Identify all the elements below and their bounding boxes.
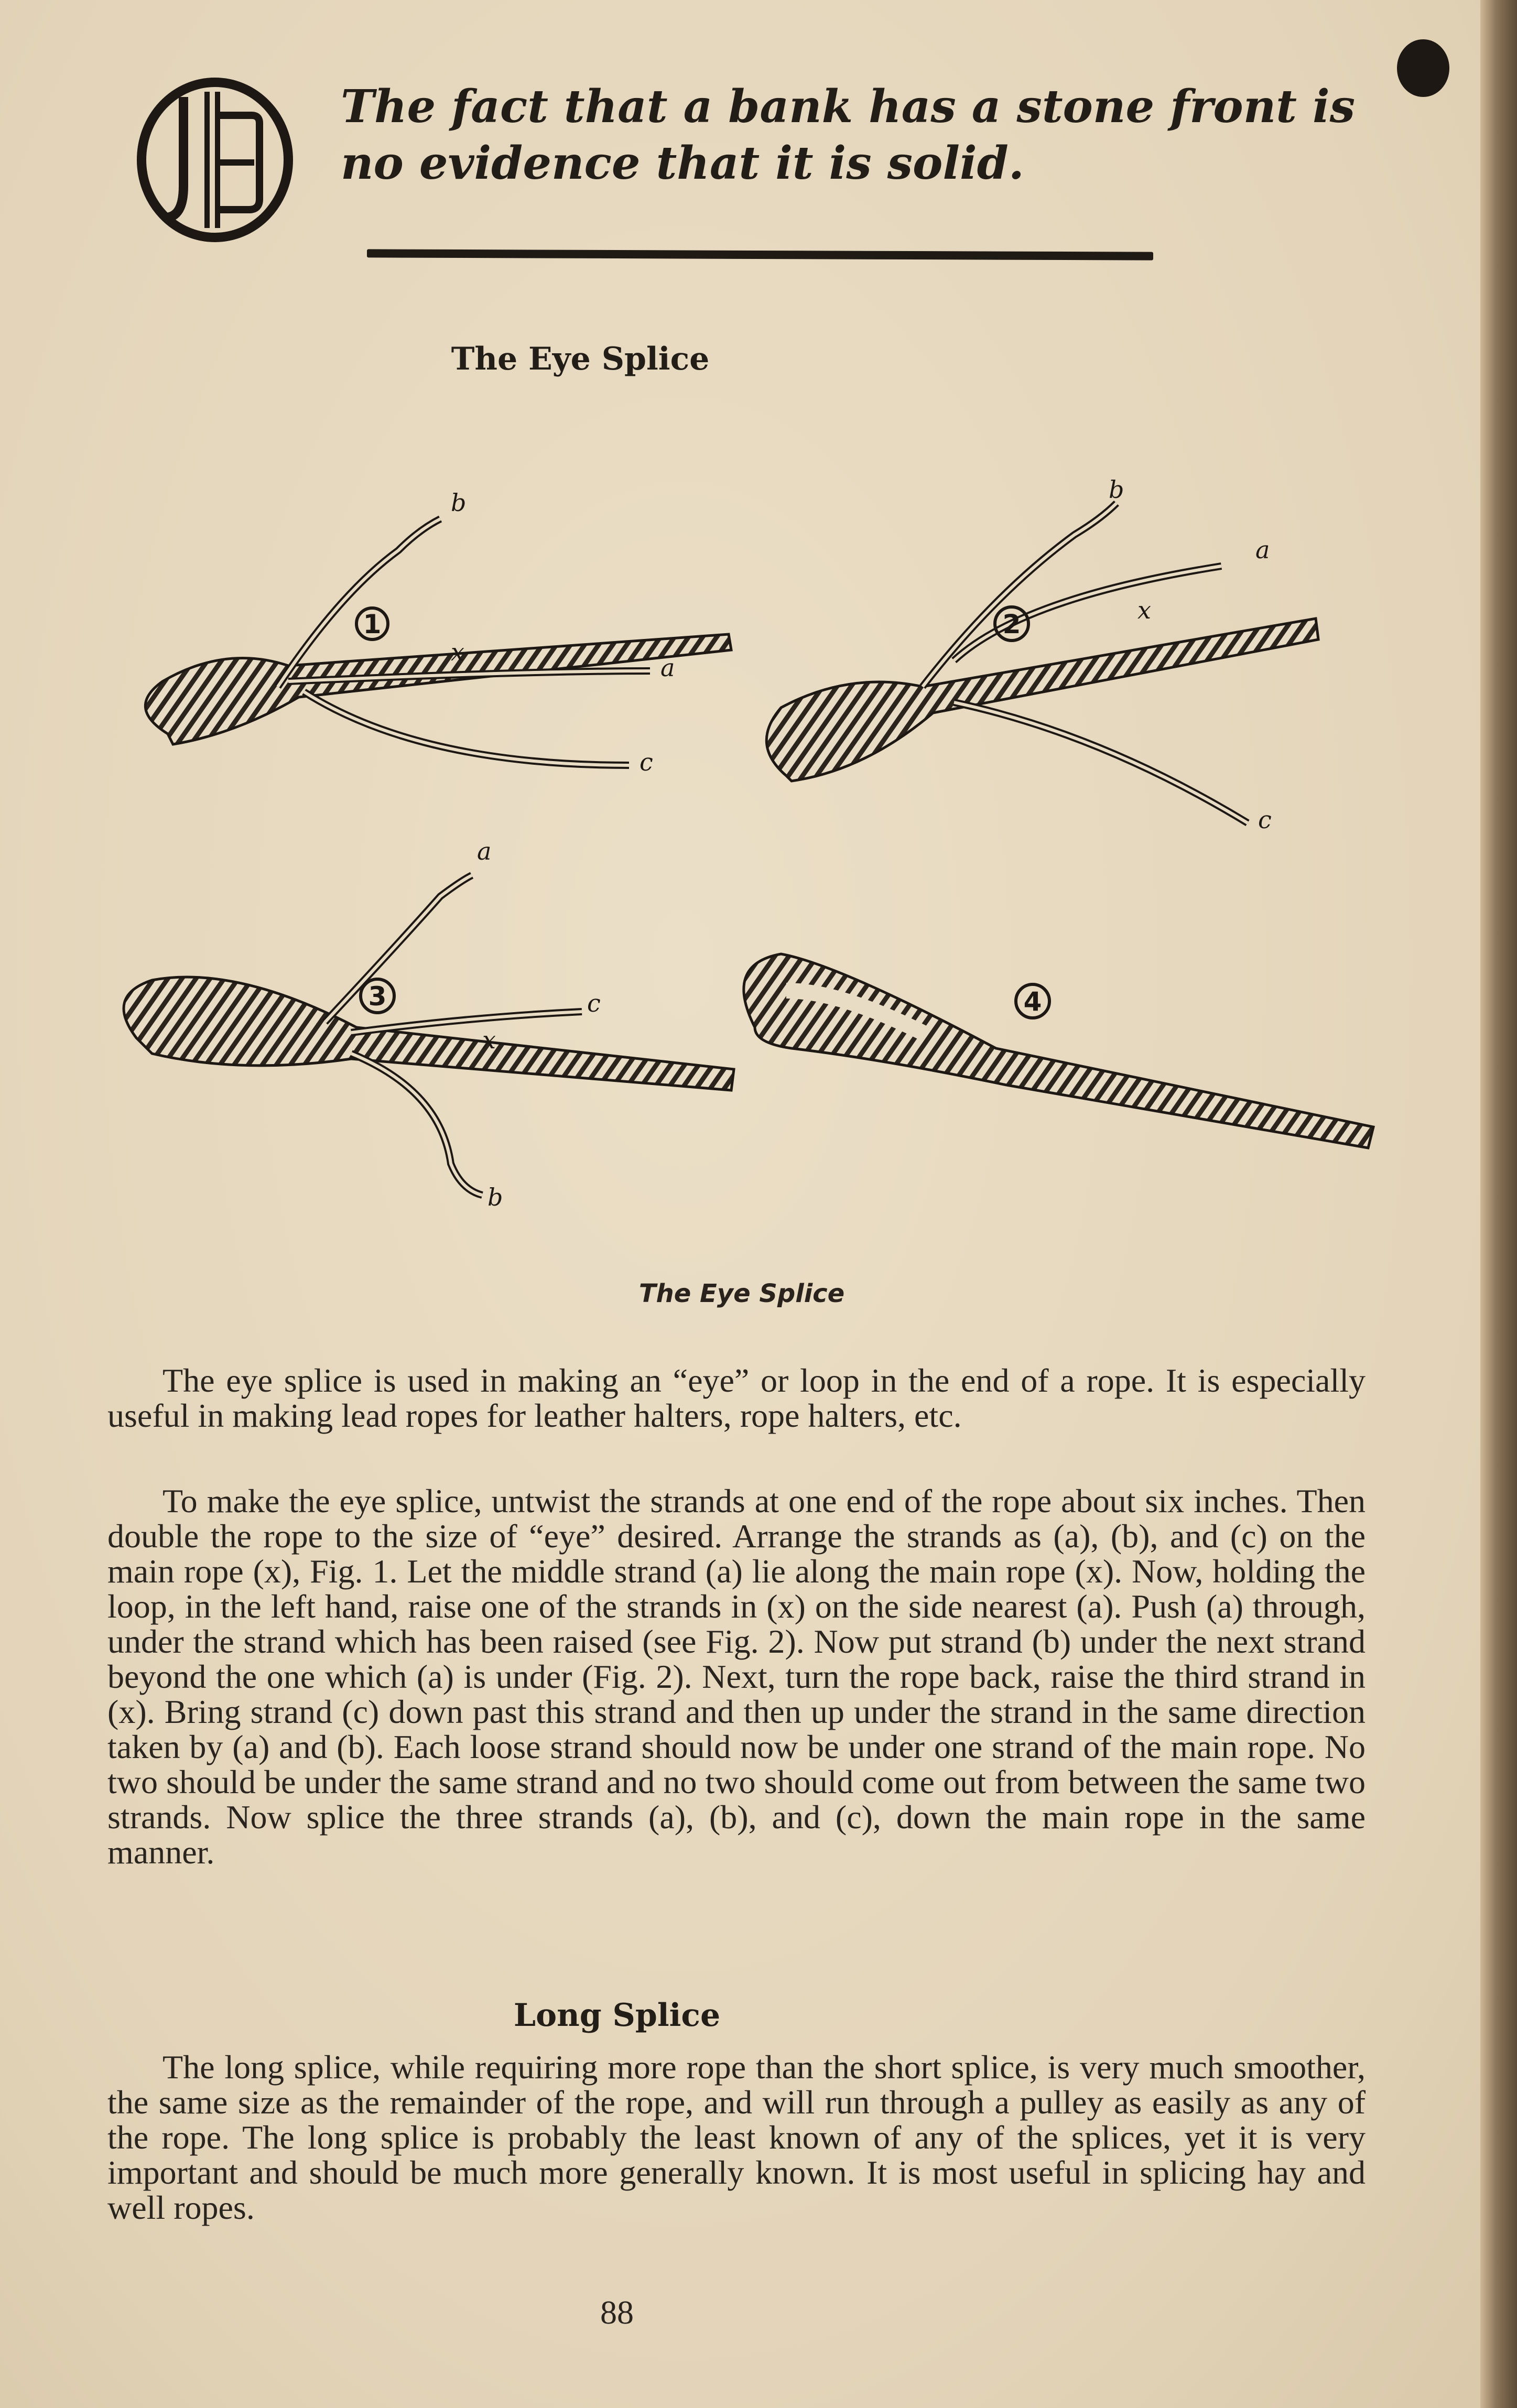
figure-4-number: 4 [1023, 986, 1042, 1017]
figure-1-number: 1 [363, 609, 382, 639]
figure-3-label-b: b [487, 1183, 503, 1211]
figure-4 [744, 954, 1373, 1148]
figure-1-label-b: b [451, 489, 467, 517]
figure-2-number: 2 [1002, 609, 1021, 639]
long-splice-paragraph: The long splice, while requiring more rope than the short splice, is very much smoother, the same size as the remainder of the rope, and will run through a pulley as easily as any of the rope. The long splice is probably the least known of any of the splices, yet it is very important and should be much more generally known. It is most useful in splicing hay and well ropes. [107, 2048, 1366, 2226]
header-quote: The fact that a bank has a stone front is no evidence that it is solid. [341, 80, 1356, 190]
book-spine [1480, 0, 1517, 2408]
figure-1-label-c: c [640, 748, 653, 776]
eye-splice-heading: The Eye Splice [451, 341, 710, 377]
long-splice-heading: Long Splice [513, 1997, 721, 2034]
figure-3-label-x: x [482, 1026, 496, 1054]
figure-2-label-b: b [1109, 475, 1124, 504]
figure-1-label-x: x [451, 638, 464, 666]
figure-3-label-a: a [477, 837, 492, 865]
figure-2 [766, 475, 1318, 834]
figure-3-label-c: c [587, 989, 601, 1017]
page-number: 88 [600, 2294, 634, 2331]
header-rule [367, 249, 1153, 260]
monogram-logo [134, 76, 296, 244]
figure-2-label-a: a [1255, 536, 1270, 564]
figure-2-label-x: x [1137, 596, 1151, 624]
figure-3 [124, 837, 734, 1211]
figure-1-label-a: a [660, 654, 675, 682]
eye-splice-paragraph-2: To make the eye splice, untwist the strands at one end of the rope about six inches. Then double the rope to the size of “eye” desired. Arrange the strands as (a), (b), and (c) on the main rope (x), Fig. 1. Let the middle strand (a) lie along the main rope (x). Now, holding the loop, in the left hand, raise one of the strands in (x) on the side nearest (a). Push (a) through, under the strand which has been raised (see Fig. 2). Now put strand (b) under the next strand beyond the one which (a) is under (Fig. 2). Next, turn the rope back, raise the third strand in (x). Bring strand (c) down past this strand and then up under the strand in the same direction taken by (a) and (b). Each loose strand should now be under one strand of the main rope. No two should be under the same strand and no two should come out from between the same two strands. Now splice the three strands (a), (b), and (c), down the main rope in the same manner. [107, 1482, 1366, 1871]
eye-splice-paragraph-1: The eye splice is used in making an “eye” or loop in the end of a rope. It is especially useful in making lead ropes for leather halters, rope halters, etc. [107, 1362, 1366, 1434]
figure-caption: The Eye Splice [638, 1279, 845, 1308]
figure-1 [145, 489, 731, 776]
figure-2-label-c: c [1258, 806, 1272, 834]
eye-splice-figures [105, 461, 1394, 1248]
figure-3-number: 3 [368, 981, 387, 1012]
